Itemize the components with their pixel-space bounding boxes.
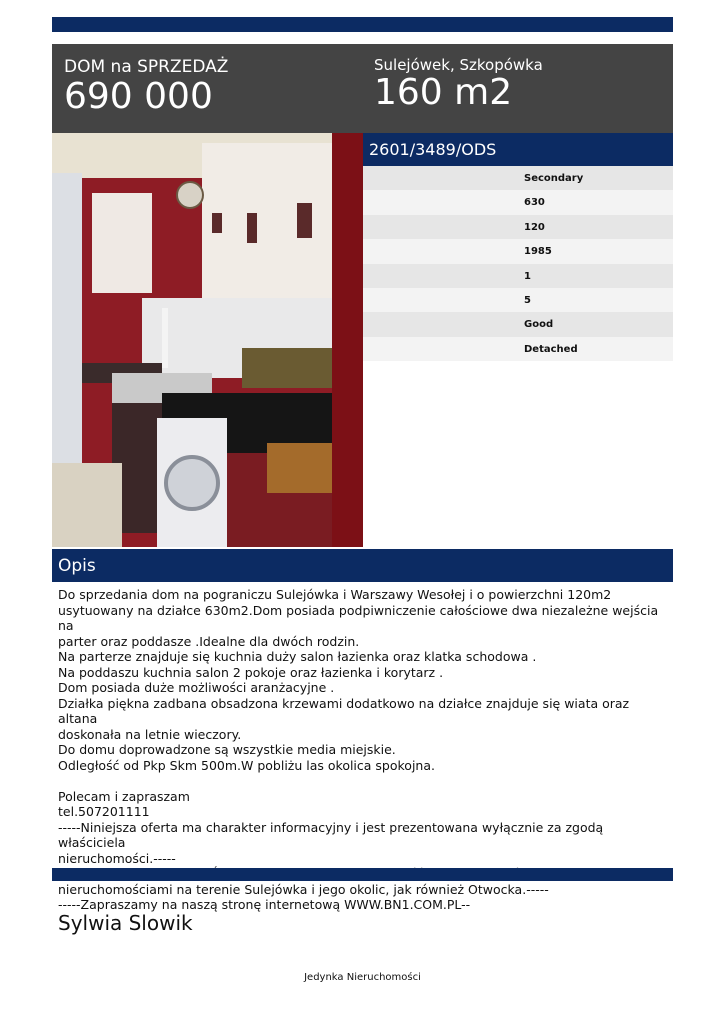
- description-line: Do sprzedania dom na pograniczu Sulejówka i Warszawy Wesołej i o powierzchni 120m2: [58, 587, 612, 602]
- top-accent-bar: [52, 17, 673, 32]
- description-line: Na parterze znajduje się kuchnia duży salon łazienka oraz klatka schodowa .: [58, 649, 537, 664]
- reference-number: 2601/3489/ODS: [363, 133, 673, 166]
- description-line: [58, 773, 668, 789]
- description-text: [58, 587, 668, 913]
- details-table: [363, 166, 673, 361]
- property-photo: [52, 133, 363, 547]
- detail-rooms: 5: [363, 288, 673, 312]
- description-line: Do domu doprowadzone są wszystkie media miejskie.: [58, 742, 396, 757]
- price: 690 000: [64, 76, 213, 117]
- description-line: nieruchomości.-----: [58, 850, 176, 866]
- listing-header: [52, 44, 673, 133]
- description-line: tel.507201111: [58, 804, 150, 819]
- description-line: Działka piękna zadbana obsadzona krzewami dodatkowo na działce znajduje się wiata oraz altana: [58, 695, 630, 726]
- detail-condition: Good: [363, 312, 673, 336]
- detail-plot-area: 630: [363, 190, 673, 214]
- agent-name: Sylwia Slowik: [58, 911, 193, 935]
- description-line: Na poddaszu kuchnia salon 2 pokoje oraz łazienka i korytarz .: [58, 664, 444, 680]
- detail-usable-area: 120: [363, 215, 673, 239]
- detail-floors: 1: [363, 264, 673, 288]
- description-heading: Opis: [52, 549, 673, 582]
- property-type: DOM na SPRZEDAŻ: [64, 57, 229, 77]
- description-line: Polecam i zapraszam: [58, 788, 190, 804]
- area: 160 m2: [374, 72, 513, 113]
- description-line: -----Zapraszamy na naszą stronę internetową WWW.BN1.COM.PL--: [58, 897, 471, 912]
- description-line: nieruchomościami na terenie Sulejówka i jego okolic, jak również Otwocka.-----: [58, 881, 549, 897]
- location: Sulejówek, Szkopówka: [374, 56, 543, 74]
- bottom-accent-bar: [52, 868, 673, 881]
- detail-building-type: Detached: [363, 337, 673, 361]
- detail-market: Secondary: [363, 166, 673, 190]
- description-line: doskonała na letnie wieczory.: [58, 726, 242, 742]
- description-line: parter oraz poddasze .Idealne dla dwóch rodzin.: [58, 633, 360, 649]
- detail-year-built: 1985: [363, 239, 673, 263]
- description-line: usytuowany na działce 630m2.Dom posiada podpiwniczenie całościowe dwa niezależne wejścia na: [58, 602, 659, 633]
- description-line: -----Niniejsza oferta ma charakter informacyjny i jest prezentowana wyłącznie za zgodą właściciela: [58, 819, 604, 850]
- description-line: Odległość od Pkp Skm 500m.W pobliżu las okolica spokojna.: [58, 757, 435, 773]
- agency-footer: Jedynka Nieruchomości: [304, 972, 421, 983]
- description-line: Dom posiada duże możliwości aranżacyjne .: [58, 680, 335, 695]
